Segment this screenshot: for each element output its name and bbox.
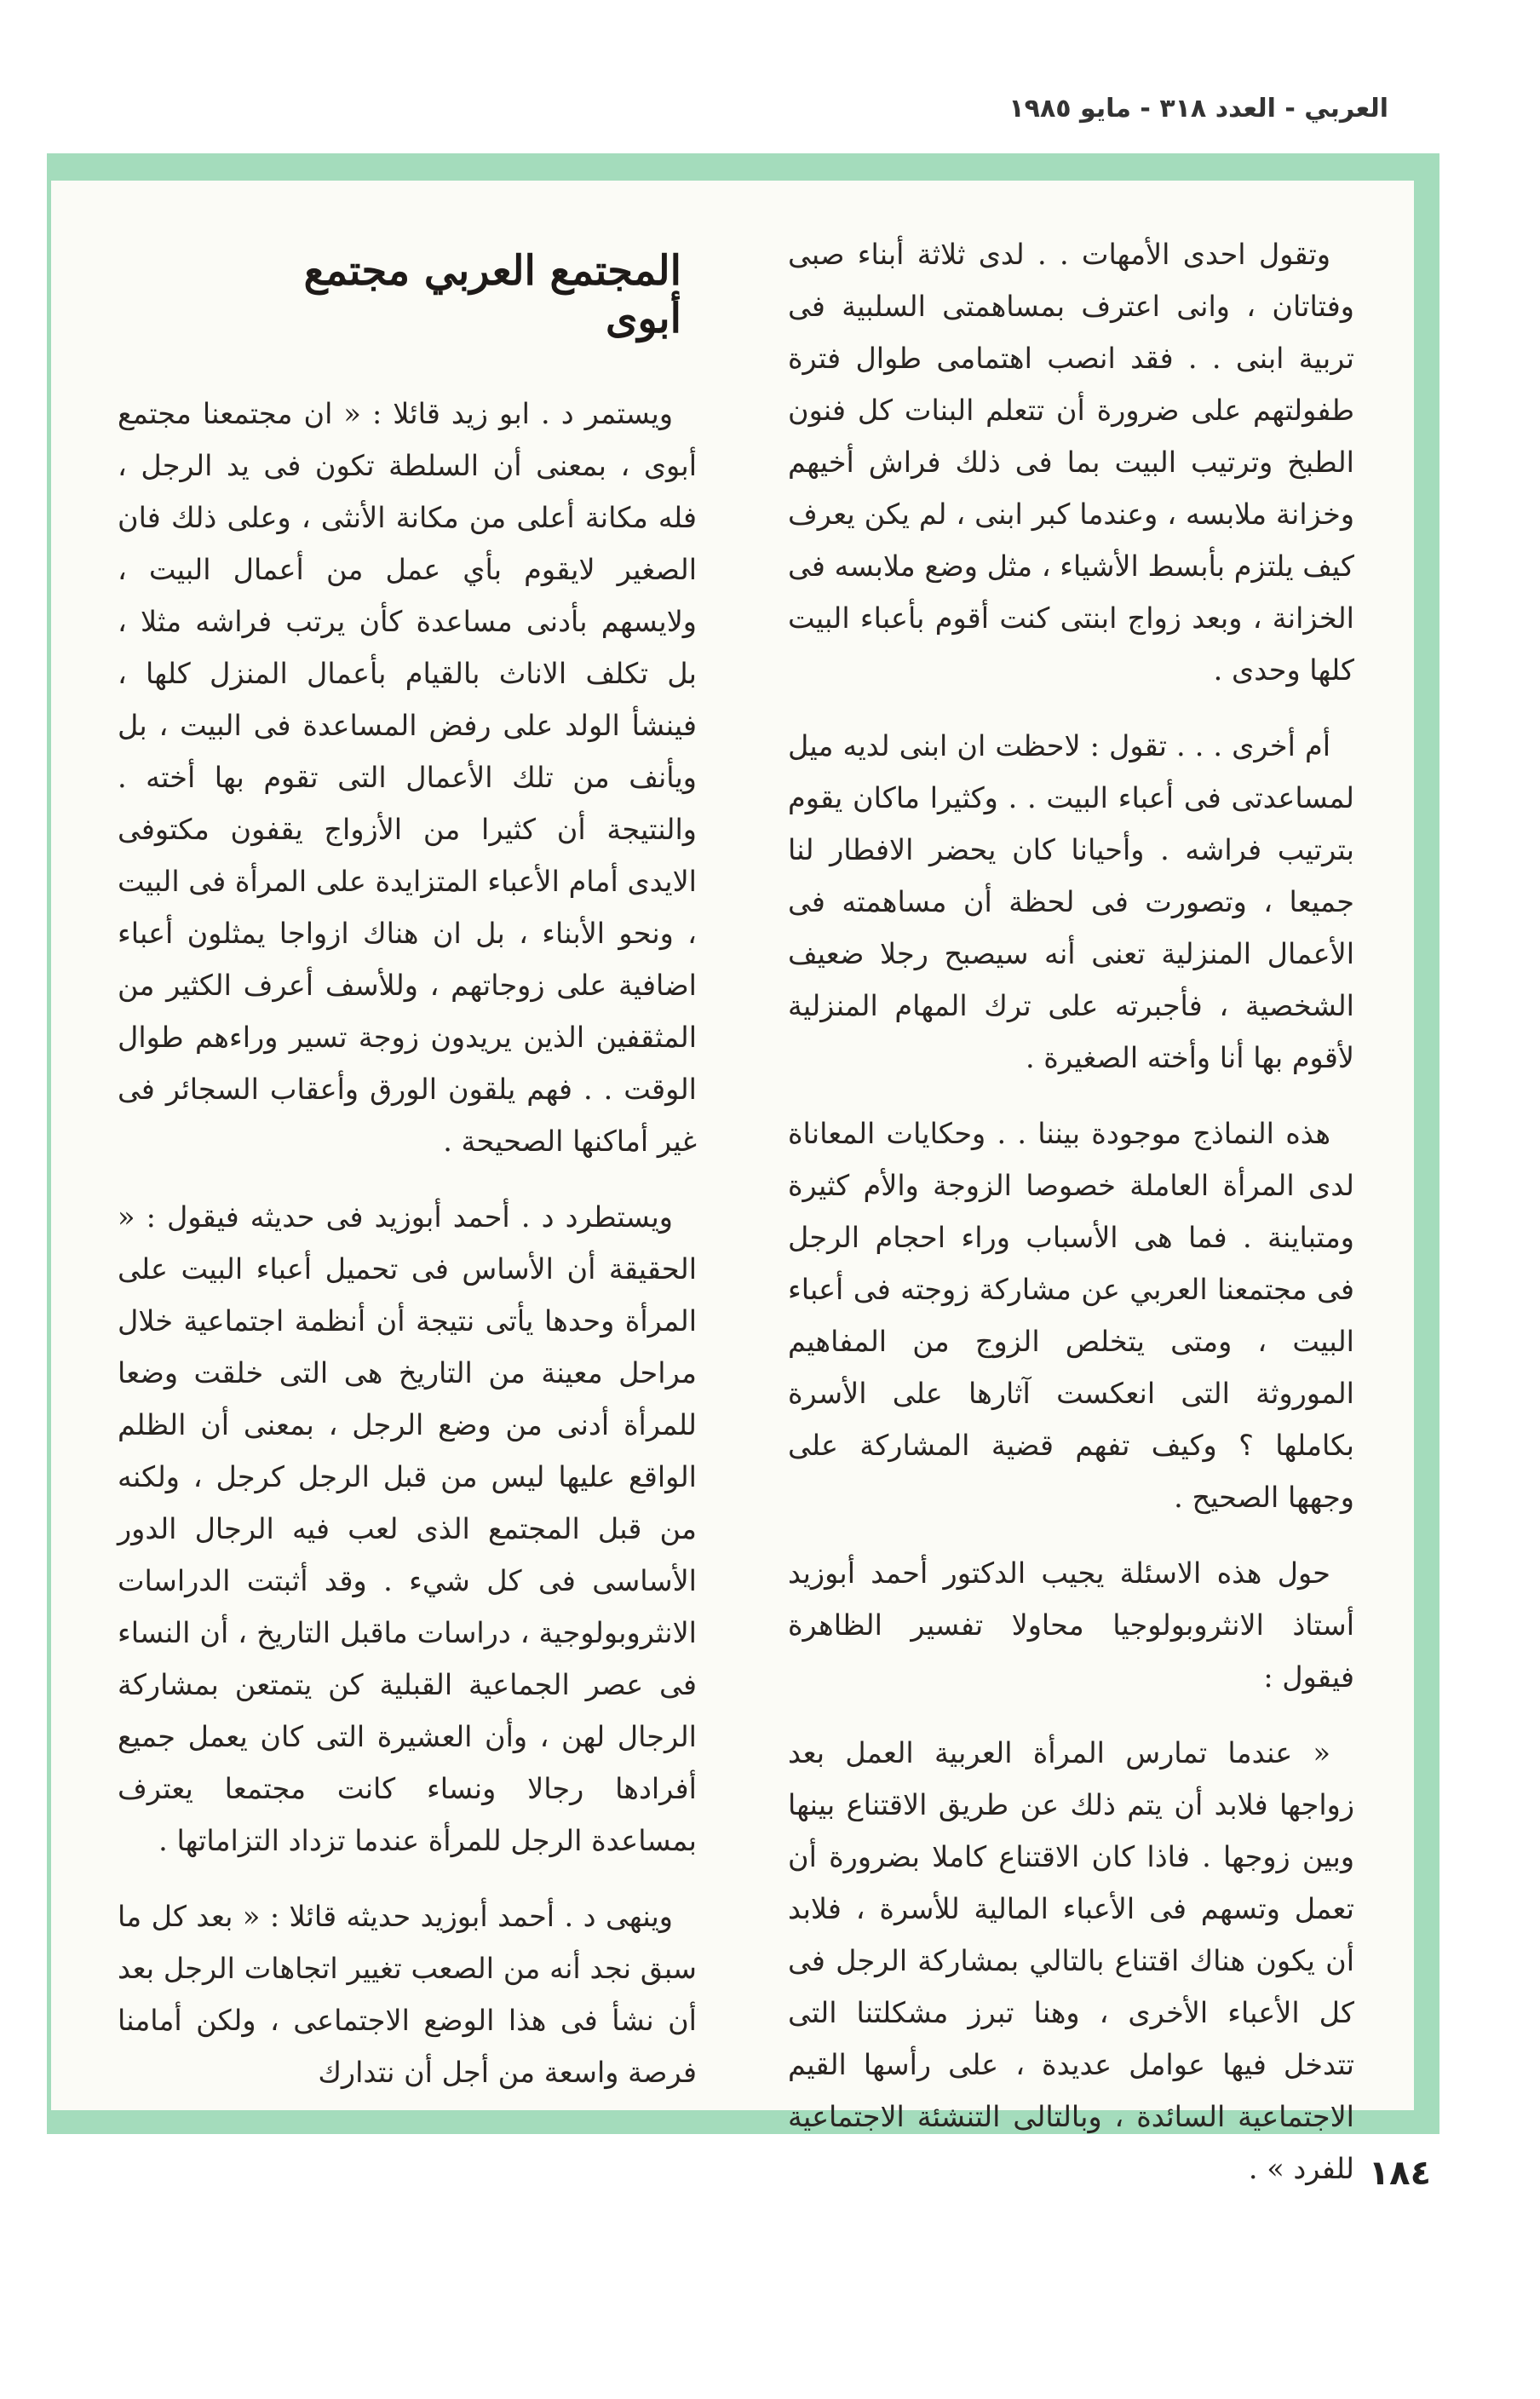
page-number: ١٨٤ — [1368, 2154, 1431, 2193]
paragraph: وتقول احدى الأمهات . . لدى ثلاثة أبناء صبى وفتاتان ، وانى اعترف بمساهمتى السلبية فى تربية ابنى . . فقد انصب اهتمامى طوال فترة طفولتهم على ضرورة أن تتعلم البنات كل فنون الطبخ وترتيب البيت بما فى ذلك فراش أخيهم وخزانة ملابسه ، وعندما كبر ابنى ، لم يكن يعرف كيف يلتزم بأبسط الأشياء ، مثل وضع ملابسه فى الخزانة ، وبعد زواج ابنتى كنت أقوم بأعباء البيت كلها وحدى . — [788, 238, 1354, 687]
paragraph: حول هذه الاسئلة يجيب الدكتور أحمد أبوزيد أستاذ الانثروبولوجيا محاولا تفسير الظاهرة فيقول : — [788, 1556, 1354, 1694]
paragraph: أم أخرى . . . تقول : لاحظت ان ابنى لديه ميل لمساعدتى فى أعباء البيت . . وكثيرا ماكان يقوم بترتيب فراشه . وأحيانا كان يحضر الافطار لنا جميعا ، وتصورت فى لحظة أن مساهمته فى الأعمال المنزلية تعنى أنه سيصبح رجلا ضعيف الشخصية ، فأجبرته على ترك المهام المنزلية لأقوم بها أنا وأخته الصغيرة . — [788, 729, 1354, 1074]
right-column — [788, 228, 1354, 2218]
article-title: المجتمع العربي مجتمع أبوى — [303, 247, 681, 342]
left-column — [118, 388, 697, 2122]
paragraph: ويستمر د . ابو زيد قائلا : « ان مجتمعنا مجتمع أبوى ، بمعنى أن السلطة تكون فى يد الرجل ، فله مكانة أعلى من مكانة الأنثى ، وعلى ذلك فان الصغير لايقوم بأي عمل من أعمال البيت ، ولايسهم بأدنى مساعدة كأن يرتب فراشه مثلا ، بل تكلف الاناث بالقيام بأعمال المنزل كلها ، فينشأ الولد على رفض المساعدة فى البيت ، بل ويأنف من تلك الأعمال التى تقوم بها أخته . والنتيجة أن كثيرا من الأزواج يقفون مكتوفى الايدى أمام الأعباء المتزايدة على المرأة فى البيت ، ونحو الأبناء ، بل ان هناك ازواجا يمثلون أعباء اضافية على زوجاتهم ، وللأسف أعرف الكثير من المثقفين الذين يريدون زوجة تسير وراءهم طوال الوقت . . فهم يلقون الورق وأعقاب السجائر فى غير أماكنها الصحيحة . — [118, 397, 697, 1158]
quote-paragraph: « عندما تمارس المرأة العربية العمل بعد زواجها فلابد أن يتم ذلك عن طريق الاقتناع بينها وبين زوجها . فاذا كان الاقتناع كاملا بضرورة أن تعمل وتسهم فى الأعباء المالية للأسرة ، فلابد أن يكون هناك اقتناع بالتالي بمشاركة الرجل فى كل الأعباء الأخرى ، وهنا تبرز مشكلتنا التى تتدخل فيها عوامل عديدة ، على رأسها القيم الاجتماعية السائدة ، وبالتالى التنشئة الاجتماعية للفرد » . — [788, 1736, 1354, 2185]
paragraph: ويستطرد د . أحمد أبوزيد فى حديثه فيقول : « الحقيقة أن الأساس فى تحميل أعباء البيت على المرأة وحدها يأتى نتيجة أن أنظمة اجتماعية خلال مراحل معينة من التاريخ هى التى خلقت وضعا للمرأة أدنى من وضع الرجل ، بمعنى أن الظلم الواقع عليها ليس من قبل الرجل كرجل ، ولكنه من قبل المجتمع الذى لعب فيه الرجال الدور الأساسى فى كل شيء . وقد أثبتت الدراسات الانثروبولوجية ، دراسات ماقبل التاريخ ، أن النساء فى عصر الجماعية القبلية كن يتمتعن بمشاركة الرجال لهن ، وأن العشيرة التى كان يعمل جميع أفرادها رجالا ونساء كانت مجتمعا يعترف بمساعدة الرجل للمرأة عندما تزداد التزاماتها . — [118, 1200, 697, 1857]
running-head: العربي - العدد ٣١٨ - مايو ١٩٨٥ — [1008, 94, 1388, 124]
paragraph: وينهى د . أحمد أبوزيد حديثه قائلا : « بعد كل ما سبق نجد أنه من الصعب تغيير اتجاهات الرجل بعد أن نشأ فى هذا الوضع الاجتماعى ، ولكن أمامنا فرصة واسعة من أجل أن نتدارك — [118, 1900, 697, 2089]
paragraph: هذه النماذج موجودة بيننا . . وحكايات المعاناة لدى المرأة العاملة خصوصا الزوجة والأم كثيرة ومتباينة . فما هى الأسباب وراء احجام الرجل فى مجتمعنا العربي عن مشاركة زوجته فى أعباء البيت ، ومتى يتخلص الزوج من المفاهيم الموروثة التى انعكست آثارها على الأسرة بكاملها ؟ وكيف تفهم قضية المشاركة على وجهها الصحيح . — [788, 1117, 1354, 1514]
